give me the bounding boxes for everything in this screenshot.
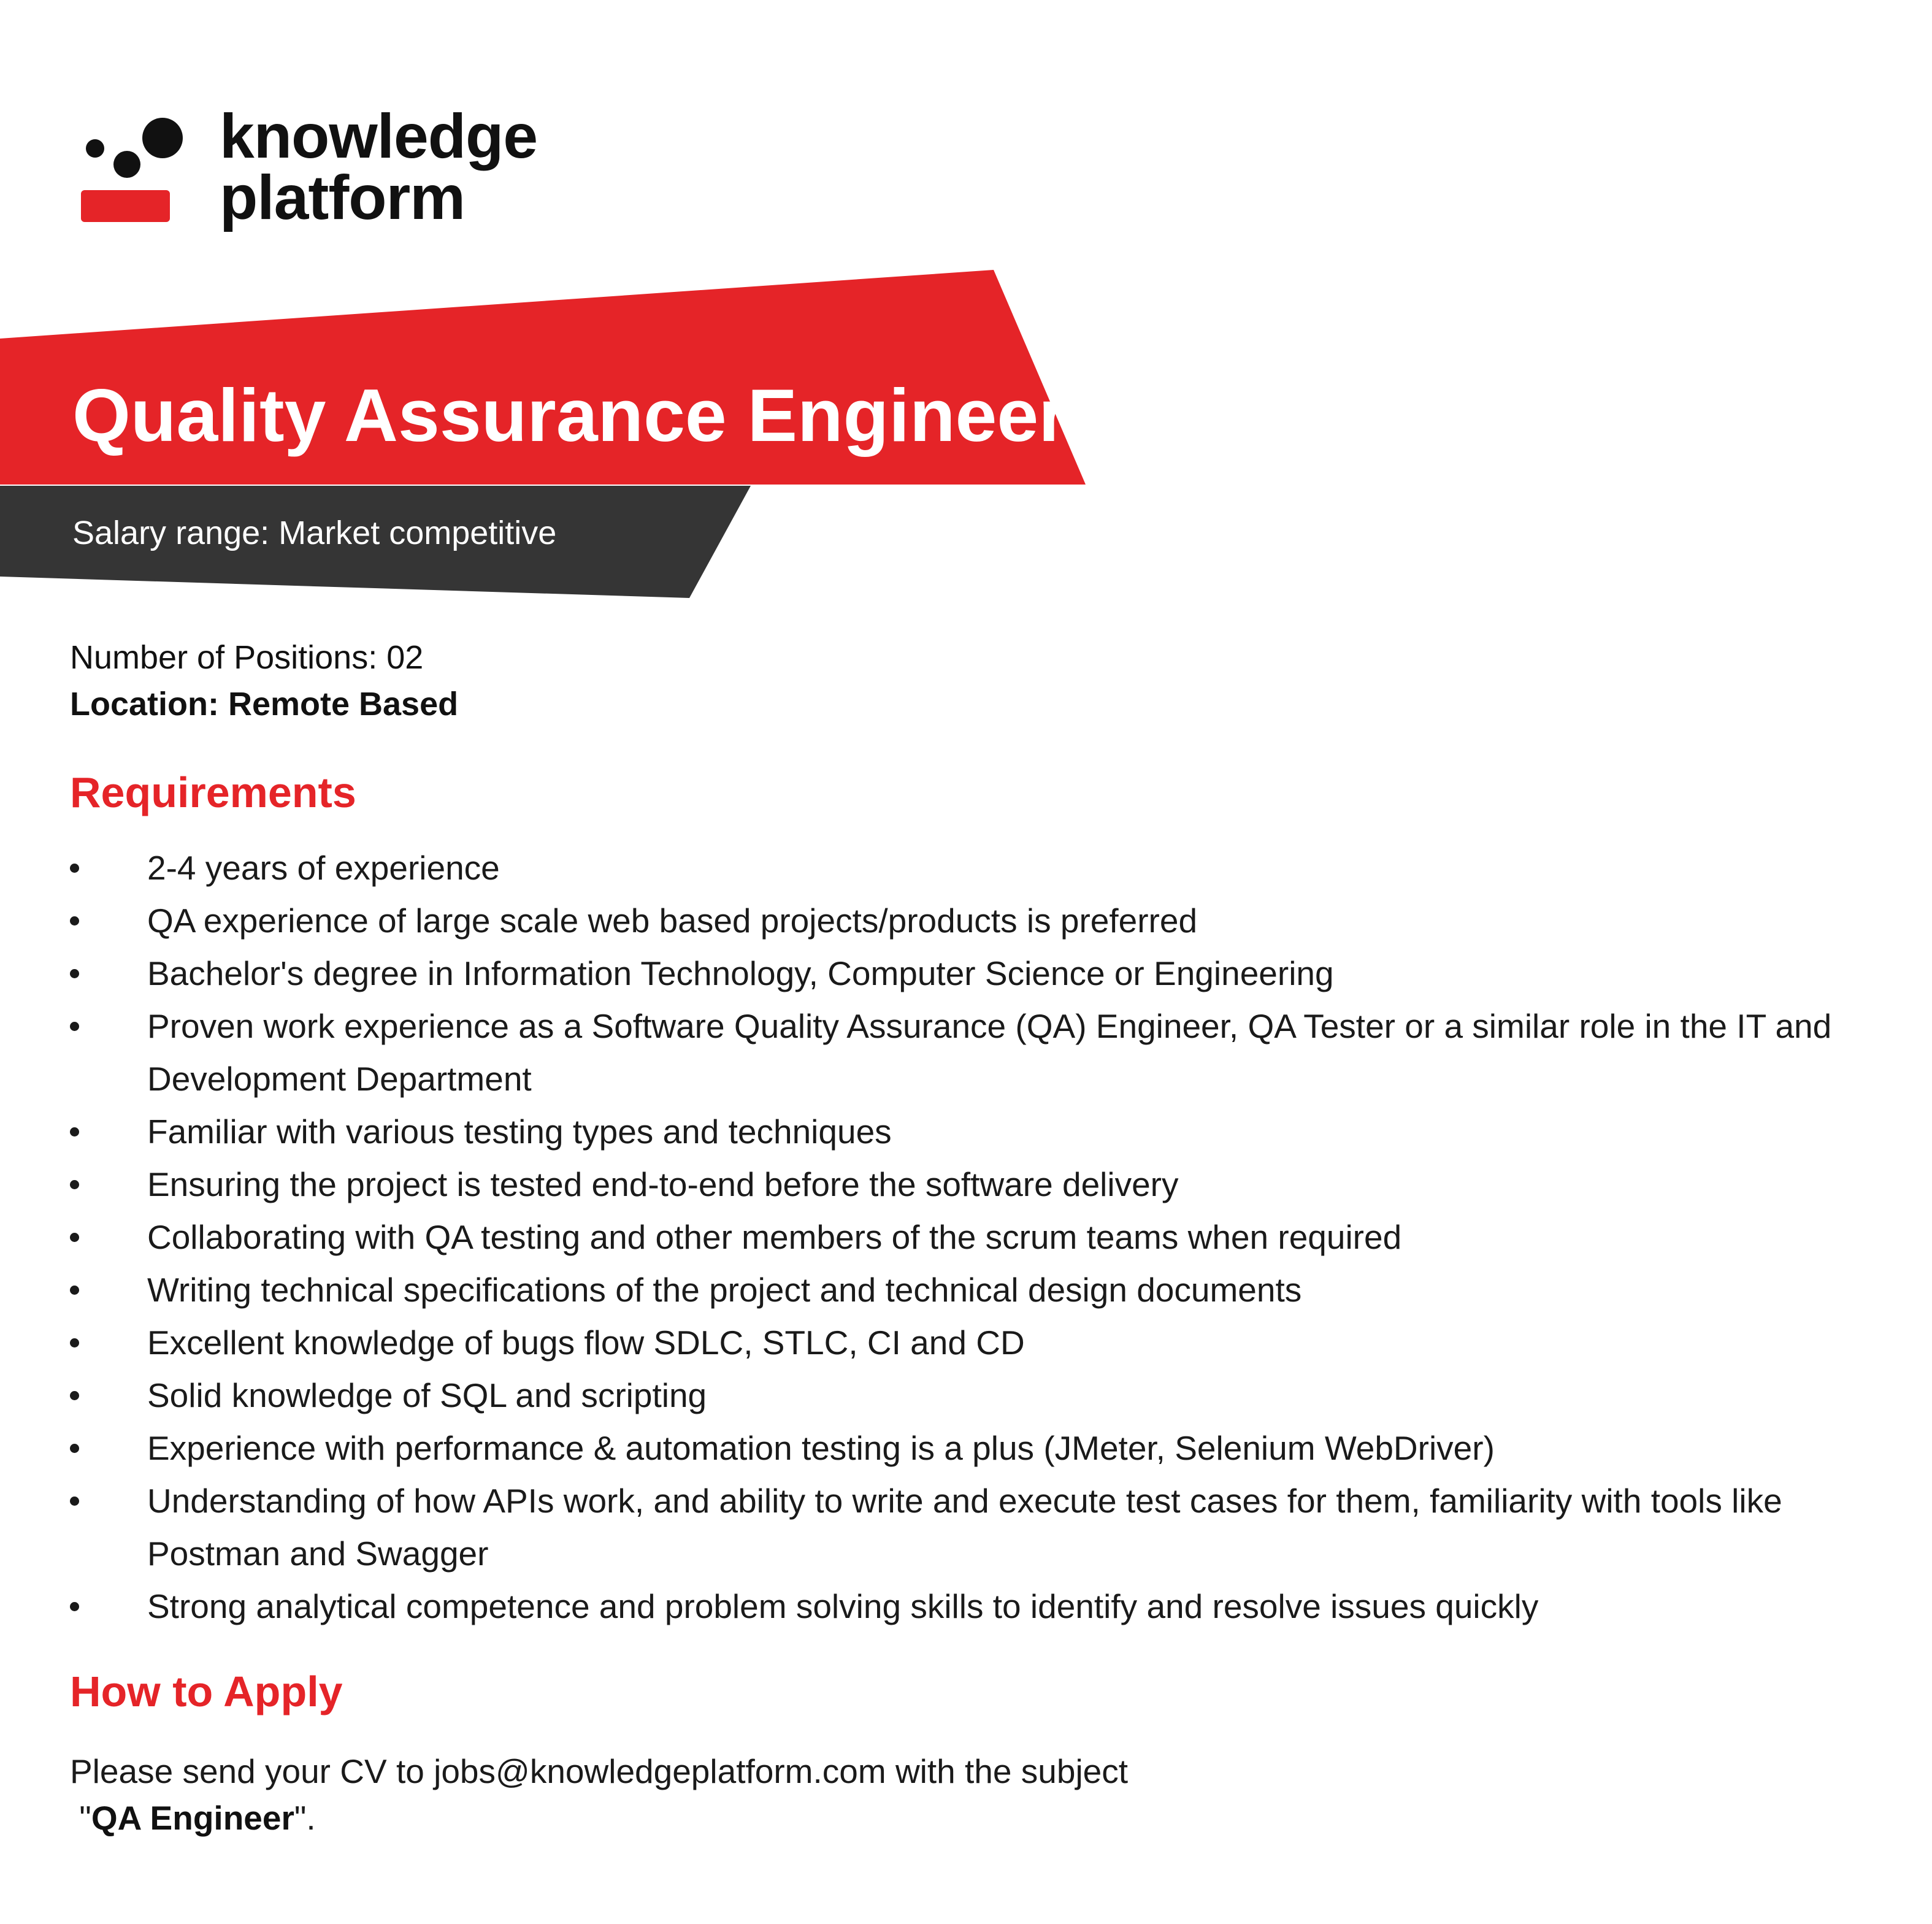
requirement-item: Strong analytical competence and problem solving skills to identify and resolve issues quickly [70,1580,1849,1633]
bullet-icon [70,1444,79,1453]
apply-subject: QA Engineer [91,1799,294,1837]
requirement-item: Writing technical specifications of the project and technical design documents [70,1263,1849,1316]
job-title: Quality Assurance Engineer [72,374,1068,457]
requirement-item: Proven work experience as a Software Quality Assurance (QA) Engineer, QA Tester or a similar role in the IT and Development Department [70,1000,1849,1105]
bullet-icon [70,1338,79,1347]
requirements-list [70,841,1849,1633]
bullet-icon [70,1497,79,1506]
apply-instructions [70,1748,1849,1841]
bullet-icon [70,1286,79,1295]
requirement-item: QA experience of large scale web based projects/products is preferred [70,894,1849,947]
requirement-item: Experience with performance & automation testing is a plus (JMeter, Selenium WebDriver) [70,1422,1849,1474]
requirement-item: Collaborating with QA testing and other members of the scrum teams when required [70,1211,1849,1263]
positions-count: Number of Positions: 02 [70,639,424,676]
logo-line-1: knowledge [220,101,538,171]
apply-line: Please send your CV to jobs@knowledgeplatform.com with the subject [70,1752,1129,1790]
job-location: Location: Remote Based [70,686,459,722]
salary-range: Salary range: Market competitive [72,515,557,551]
bullet-icon [70,1022,79,1031]
apply-subject-line: "QA Engineer". [70,1799,316,1837]
bullet-icon [70,969,79,978]
bullet-icon [70,864,79,873]
bullet-icon [70,1127,79,1136]
bullet-icon [70,916,79,926]
requirement-item: Understanding of how APIs work, and ability to write and execute test cases for them, familiarity with tools like Postman and Swagger [70,1474,1849,1580]
requirement-item: Bachelor's degree in Information Technology, Computer Science or Engineering [70,947,1849,1000]
bullet-icon [70,1391,79,1400]
requirement-item: Solid knowledge of SQL and scripting [70,1369,1849,1422]
requirement-item: 2-4 years of experience [70,841,1849,894]
bullet-icon [70,1233,79,1242]
job-meta [70,634,458,727]
bullet-icon [70,1180,79,1189]
requirement-item: Ensuring the project is tested end-to-end before the software delivery [70,1158,1849,1211]
bullet-icon [70,1602,79,1611]
how-to-apply-heading: How to Apply [70,1668,343,1715]
requirement-item: Familiar with various testing types and techniques [70,1105,1849,1158]
logo-line-2: platform [220,163,465,232]
requirements-heading: Requirements [70,768,356,816]
requirement-item: Excellent knowledge of bugs flow SDLC, STLC, CI and CD [70,1316,1849,1369]
